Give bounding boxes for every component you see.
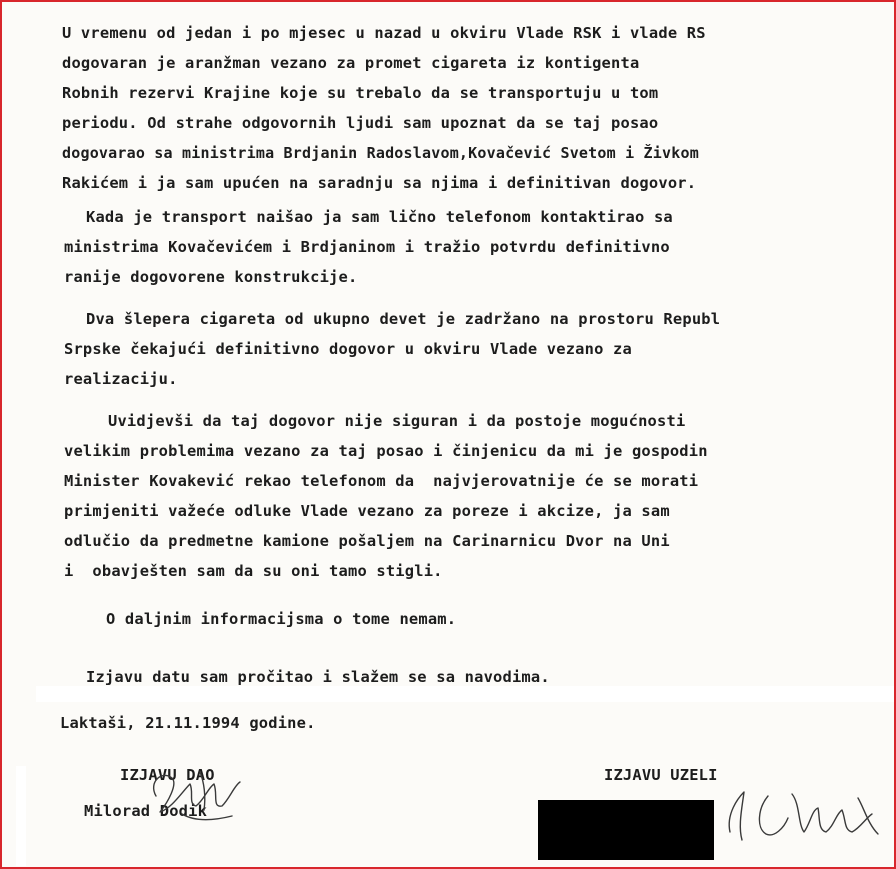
paragraph-3-line-3: realizaciju. xyxy=(64,370,178,388)
paragraph-1-line-4: periodu. Od strahe odgovornih ljudi sam upoznat da se taj posao xyxy=(62,114,659,132)
paragraph-4-line-1: Uvidjevši da taj dogovor nije siguran i da postoje mogućnosti xyxy=(108,412,686,430)
paragraph-2-line-2: ministrima Kovačevićem i Brdjaninom i tražio potvrdu definitivno xyxy=(64,238,670,256)
paragraph-5: O daljnim informacijsma o tome nemam. xyxy=(106,610,457,628)
right-handwritten-signature xyxy=(708,774,894,864)
paragraph-2-line-3: ranije dogovorene konstrukcije. xyxy=(64,268,358,286)
paragraph-4-line-6: i obavješten sam da su oni tamo stigli. xyxy=(64,562,443,580)
paragraph-3-line-2: Srpske čekajući definitivno dogovor u okviru Vlade vezano za xyxy=(64,340,632,358)
right-signatory-label: IZJAVU UZELI xyxy=(604,766,718,784)
paragraph-4-line-5: odlučio da predmetne kamione pošaljem na Carinarnicu Dvor na Uni xyxy=(64,532,670,550)
paragraph-6: Izjavu datu sam pročitao i slažem se sa navodima. xyxy=(86,668,550,686)
paragraph-1-line-3: Robnih rezervi Krajine koje su trebalo da se transportuju u tom xyxy=(62,84,659,102)
left-signatory-label: IZJAVU DAO xyxy=(120,766,215,784)
redaction-block xyxy=(538,800,714,860)
scan-white-strip xyxy=(16,766,26,866)
paragraph-1-line-6: Rakićem i ja sam upućen na saradnju sa njima i definitivan dogovor. xyxy=(62,174,697,192)
place-date-line: Laktaši, 21.11.1994 godine. xyxy=(60,714,316,732)
paragraph-1-line-1: U vremenu od jedan i po mjesec u nazad u okviru Vlade RSK i vlade RS xyxy=(62,24,706,42)
left-handwritten-signature xyxy=(142,762,252,832)
paragraph-1-line-5: dogovarao sa ministrima Brdjanin Radoslavom,Kovačević Svetom i Živkom xyxy=(62,144,699,162)
left-signatory-name: Milorad Dodik xyxy=(84,802,208,820)
paragraph-4-line-3: Minister Kovakević rekao telefonom da najvjerovatnije će se morati xyxy=(64,472,699,490)
paragraph-4-line-4: primjeniti važeće odluke Vlade vezano za poreze i akcize, ja sam xyxy=(64,502,670,520)
paragraph-1-line-2: dogovaran je aranžman vezano za promet cigareta iz kontigenta xyxy=(62,54,640,72)
paragraph-3-line-1: Dva šlepera cigareta od ukupno devet je zadržano na prostoru Republ xyxy=(86,310,721,328)
scan-white-band xyxy=(36,686,894,702)
paragraph-4-line-2: velikim problemima vezano za taj posao i činjenicu da mi je gospodin xyxy=(64,442,708,460)
paragraph-2-line-1: Kada je transport naišao ja sam lično telefonom kontaktirao sa xyxy=(86,208,673,226)
